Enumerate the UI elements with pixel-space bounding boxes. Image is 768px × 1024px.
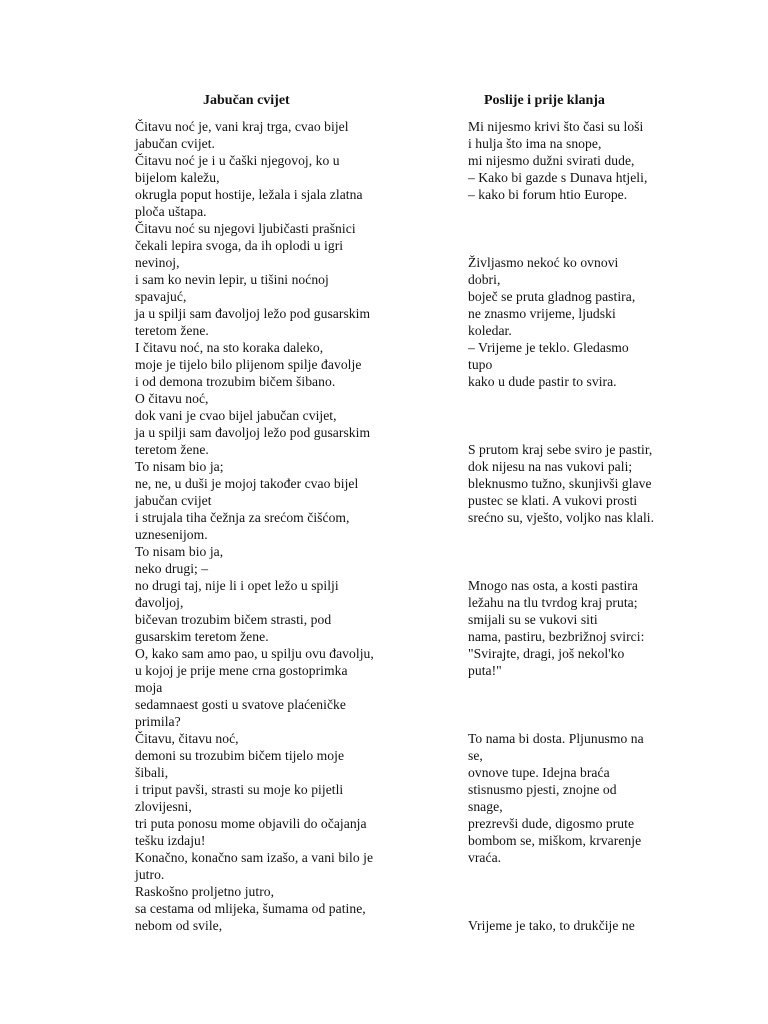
poem-line: okrugla poput hostije, ležala i sjala zlatna bbox=[135, 187, 363, 202]
poem-line: tri puta ponosu mome objavili do očajanja bbox=[135, 816, 367, 831]
poem-line: šibali, bbox=[135, 765, 169, 780]
poem-line: zlovijesni, bbox=[135, 799, 192, 814]
poem-line: tupo bbox=[468, 357, 493, 372]
poem-line: i strujala tiha čežnja za srećom čišćom, bbox=[135, 510, 350, 525]
right-poem-title: Poslije i prije klanja bbox=[484, 93, 605, 108]
poem-line: jabučan cvijet bbox=[135, 493, 212, 508]
poem-line: srećno su, vješto, voljko nas klali. bbox=[468, 510, 655, 525]
poem-line: Življasmo nekoć ko ovnovi bbox=[468, 255, 619, 270]
poem-line: ne znasmo vrijeme, ljudski bbox=[468, 306, 616, 321]
poem-line: i sam ko nevin lepir, u tišini noćnoj bbox=[135, 272, 329, 287]
poem-line: Raskošno proljetno jutro, bbox=[135, 884, 275, 899]
poem-line: I čitavu noć, na sto koraka daleko, bbox=[135, 340, 324, 355]
poem-line: Čitavu noć su njegovi ljubičasti prašnici bbox=[135, 221, 356, 236]
poem-line: stisnusmo pjesti, znojne od bbox=[468, 782, 617, 797]
poem-line: koledar. bbox=[468, 323, 512, 338]
poem-line: dobri, bbox=[468, 272, 501, 287]
poem-line: dok vani je cvao bijel jabučan cvijet, bbox=[135, 408, 337, 423]
poem-line: mi nijesmo dužni svirati dude, bbox=[468, 153, 635, 168]
poem-line: u kojoj je prije mene crna gostoprimka bbox=[135, 663, 348, 678]
poem-line: Konačno, konačno sam izašo, a vani bilo je bbox=[135, 850, 374, 865]
poem-line: – Kako bi gazde s Dunava htjeli, bbox=[468, 170, 648, 185]
poem-line: Mi nijesmo krivi što časi su loši bbox=[468, 119, 644, 134]
poem-line: moje je tijelo bilo plijenom spilje đavolje bbox=[135, 357, 362, 372]
poem-line: ne, ne, u duši je mojoj također cvao bijel bbox=[135, 476, 359, 491]
poem-line: teretom žene. bbox=[135, 442, 209, 457]
poem-line: no drugi taj, nije li i opet ležo u spilji bbox=[135, 578, 339, 593]
poem-line: boječ se pruta gladnog pastira, bbox=[468, 289, 636, 304]
poem-line: ležahu na tlu tvrdog kraj pruta; bbox=[468, 595, 638, 610]
poem-line: S prutom kraj sebe sviro je pastir, bbox=[468, 442, 653, 457]
poem-line: čekali lepira svoga, da ih oplodi u igri bbox=[135, 238, 344, 253]
poem-line: O, kako sam amo pao, u spilju ovu đavolju, bbox=[135, 646, 374, 661]
poem-line: ja u spilji sam đavoljoj ležo pod gusarskim bbox=[135, 425, 371, 440]
poem-line: jutro. bbox=[135, 867, 165, 882]
left-poem-title: Jabučan cvijet bbox=[203, 93, 290, 108]
poem-line: demoni su trozubim bičem tijelo moje bbox=[135, 748, 345, 763]
poem-line: ploča uštapa. bbox=[135, 204, 207, 219]
poem-line: O čitavu noć, bbox=[135, 391, 209, 406]
poem-line: tešku izdaju! bbox=[135, 833, 206, 848]
poem-line: bleknusmo tužno, skunjivši glave bbox=[468, 476, 652, 491]
poem-line: nevinoj, bbox=[135, 255, 180, 270]
poem-line: spavajuć, bbox=[135, 289, 187, 304]
poem-line: Mnogo nas osta, a kosti pastira bbox=[468, 578, 638, 593]
poem-line: neko drugi; – bbox=[135, 561, 209, 576]
poem-line: bombom se, miškom, krvarenje bbox=[468, 833, 642, 848]
poem-line: smijali su se vukovi siti bbox=[468, 612, 598, 627]
poem-line: ovnove tupe. Idejna braća bbox=[468, 765, 610, 780]
poem-line: dok nijesu na nas vukovi pali; bbox=[468, 459, 633, 474]
poem-line: Čitavu, čitavu noć, bbox=[135, 731, 239, 746]
poem-line: nebom od svile, bbox=[135, 918, 223, 933]
poem-line: sa cestama od mlijeka, šumama od patine, bbox=[135, 901, 366, 916]
poem-line: ja u spilji sam đavoljoj ležo pod gusarskim bbox=[135, 306, 371, 321]
poem-line: To nisam bio ja, bbox=[135, 544, 224, 559]
poem-line: se, bbox=[468, 748, 483, 763]
poem-line: nama, pastiru, bezbrižnoj svirci: bbox=[468, 629, 645, 644]
poem-line: primila? bbox=[135, 714, 181, 729]
poem-line: đavoljoj, bbox=[135, 595, 184, 610]
poem-line: snage, bbox=[468, 799, 503, 814]
poem-line: "Svirajte, dragi, još nekol'ko bbox=[468, 646, 625, 661]
poem-line: i od demona trozubim bičem šibano. bbox=[135, 374, 336, 389]
poem-line: prezrevši dude, digosmo prute bbox=[468, 816, 635, 831]
poem-line: moja bbox=[135, 680, 163, 695]
poem-line: sedamnaest gosti u svatove plaćeničke bbox=[135, 697, 346, 712]
poem-line: i hulja što ima na snope, bbox=[468, 136, 602, 151]
poem-line: Vrijeme je tako, to drukčije ne bbox=[468, 918, 635, 933]
poem-line: – Vrijeme je teklo. Gledasmo bbox=[468, 340, 629, 355]
poem-line: teretom žene. bbox=[135, 323, 209, 338]
poem-line: vraća. bbox=[468, 850, 502, 865]
poem-line: i triput pavši, strasti su moje ko pijetli bbox=[135, 782, 344, 797]
poem-line: bičevan trozubim bičem strasti, pod bbox=[135, 612, 332, 627]
poem-line: Čitavu noć je i u čaški njegovoj, ko u bbox=[135, 153, 340, 168]
poem-line: Čitavu noć je, vani kraj trga, cvao bijel bbox=[135, 119, 349, 134]
poem-line: puta!" bbox=[468, 663, 502, 678]
poem-line: – kako bi forum htio Europe. bbox=[468, 187, 628, 202]
poem-line: pustec se klati. A vukovi prosti bbox=[468, 493, 638, 508]
poem-line: To nama bi dosta. Pljunusmo na bbox=[468, 731, 644, 746]
poem-line: gusarskim teretom žene. bbox=[135, 629, 269, 644]
poem-line: To nisam bio ja; bbox=[135, 459, 224, 474]
poem-line: uznesenijom. bbox=[135, 527, 208, 542]
poem-line: kako u dude pastir to svira. bbox=[468, 374, 617, 389]
poem-line: bijelom kaležu, bbox=[135, 170, 220, 185]
poem-line: jabučan cvijet. bbox=[135, 136, 216, 151]
